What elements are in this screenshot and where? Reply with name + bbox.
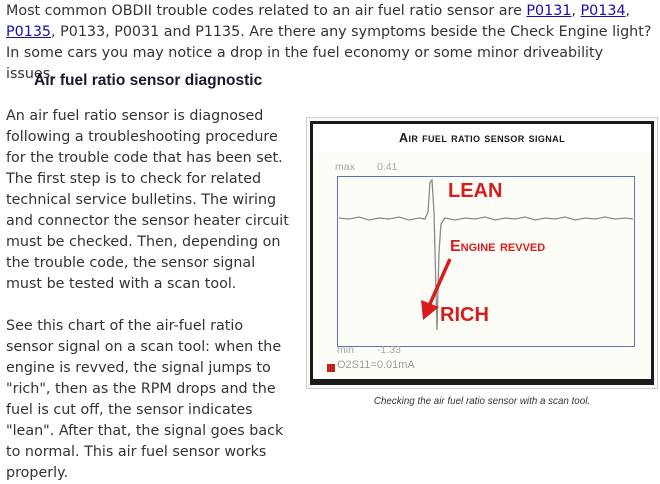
legend-reading: O2S11=0.01mA bbox=[337, 359, 415, 371]
figure-title: Air fuel ratio sensor signal bbox=[399, 131, 565, 145]
link-p0131[interactable]: P0131 bbox=[526, 3, 572, 19]
paragraph-chart-explanation: See this chart of the air-fuel ratio sensor signal on a scan tool: when the engine is revved, the signal jumps to "rich", then as the RPM drops and the fuel is cut off, the sensor indicates "lean". After that, the signal goes back to normal. This air fuel sensor works properly. bbox=[6, 318, 284, 481]
intro-sep: , bbox=[625, 3, 631, 19]
paragraph-diagnosis: An air fuel ratio sensor is diagnosed following a troubleshooting procedure for the trouble code that has been set. The first step is to check for related technical service bulletins. The wiring and connector the sensor heater circuit must be checked. Then, depending on the trouble code, the sensor signal must be tested with a scan tool. bbox=[6, 108, 289, 292]
intro-sep: , bbox=[51, 24, 56, 40]
lean-label: LEAN bbox=[448, 180, 503, 202]
link-p0134[interactable]: P0134 bbox=[580, 3, 626, 19]
figure-frame bbox=[310, 121, 654, 385]
section-heading: Air fuel ratio sensor diagnostic bbox=[34, 72, 263, 89]
rich-label: RICH bbox=[440, 304, 489, 326]
intro-text-after: P0133, P0031 and P1135. Are there any symptoms beside the Check Engine light? In some cars you may notice a drop in the fuel economy or some minor driveability issues. bbox=[6, 24, 652, 82]
scan-tool-screen bbox=[313, 152, 651, 379]
intro-sep: , bbox=[571, 3, 581, 19]
intro-text-before: Most common OBDII trouble codes related to an air fuel ratio sensor are bbox=[6, 3, 527, 19]
engine-revved-label: Engine revved bbox=[450, 238, 546, 255]
legend-swatch bbox=[327, 364, 335, 372]
figure-caption: Checking the air fuel ratio sensor with a scan tool. bbox=[373, 396, 591, 407]
sensor-signal-figure bbox=[306, 117, 658, 389]
min-value: -1.33 bbox=[377, 344, 401, 356]
link-p0135[interactable]: P0135 bbox=[6, 24, 52, 40]
max-label: max bbox=[335, 161, 355, 173]
min-label: min bbox=[337, 344, 354, 356]
max-value: 0.41 bbox=[377, 161, 398, 173]
red-arrow-shaft bbox=[429, 259, 450, 306]
